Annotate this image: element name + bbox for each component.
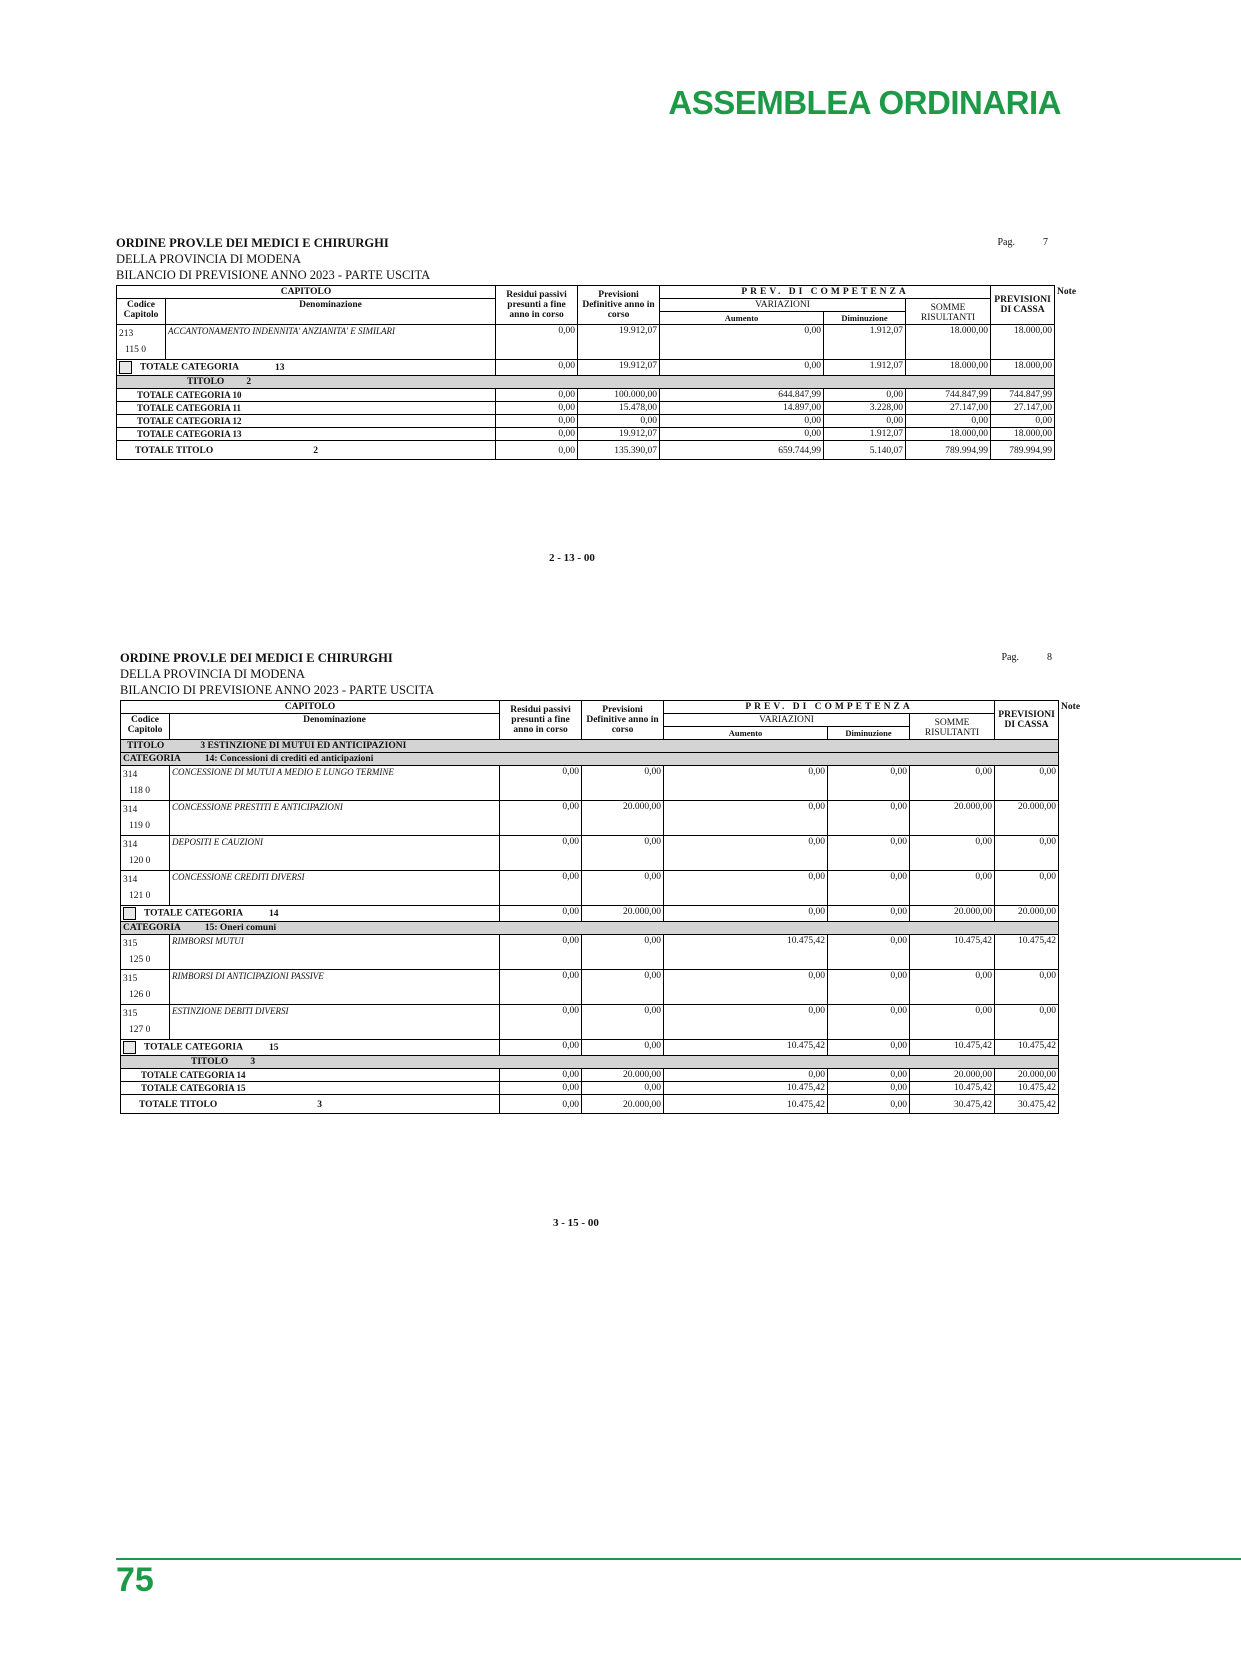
row-code: 213 115 0 [117, 325, 166, 360]
col-residui: Residui passivi presunti a fine anno in corso [496, 286, 578, 325]
cat-total-row: TOTALE CATEGORIA 15 0,00 0,00 10.475,42 0,00 10.475,42 10.475,42 [121, 1082, 1059, 1095]
col-aumento: Aumento [660, 312, 824, 325]
col-previsioni-def: Previsioni Definitive anno in corso [578, 286, 660, 325]
pag-number: 8 [1047, 652, 1052, 663]
col-diminuzione: Diminuzione [824, 312, 906, 325]
col-aumento: Aumento [664, 727, 828, 740]
col-variazioni: VARIAZIONI [660, 299, 906, 312]
table-row: 315 125 0 RIMBORSI MUTUI 0,00 0,00 10.475,42 0,00 10.475,42 10.475,42 [121, 935, 1059, 970]
page-number: 75 [116, 1561, 154, 1599]
col-capitolo: CAPITOLO [117, 286, 496, 299]
col-somme: SOMME RISULTANTI [906, 299, 991, 325]
cell-somme: 18.000,00 [906, 325, 991, 360]
totale-titolo-row: TOTALE TITOLO 3 0,00 20.000,00 10.475,42 0,00 30.475,42 30.475,42 [121, 1095, 1059, 1114]
budget-title: BILANCIO DI PREVISIONE ANNO 2023 - PARTE USCITA [116, 268, 431, 282]
page-indicator [998, 237, 1049, 248]
titolo-row: TITOLO 2 [117, 376, 1055, 389]
cat-total-row: TOTALE CATEGORIA 14 0,00 20.000,00 0,00 0,00 20.000,00 20.000,00 [121, 1069, 1059, 1082]
totale-titolo-row: TOTALE TITOLO 2 0,00 135.390,07 659.744,99 5.140,07 789.994,99 789.994,99 [117, 441, 1055, 460]
cat-total-row: TOTALE CATEGORIA 11 0,00 15.478,00 14.897,00 3.228,00 27.147,00 27.147,00 [117, 402, 1055, 415]
footer-divider [116, 1558, 1241, 1560]
org-header [116, 235, 1054, 283]
col-codice: Codice Capitolo [117, 299, 166, 325]
checkbox-icon [123, 1041, 136, 1054]
cell-cassa: 18.000,00 [991, 325, 1055, 360]
budget-page-8 [120, 650, 1081, 1114]
table-row [117, 325, 1055, 360]
totale-categoria-row: TOTALE CATEGORIA 15 0,00 0,00 10.475,42 0,00 10.475,42 10.475,42 [121, 1040, 1059, 1056]
org-header [120, 650, 1058, 698]
org-province: DELLA PROVINCIA DI MODENA [116, 252, 302, 266]
cell-diminuzione: 1.912,07 [824, 325, 906, 360]
footer-code: 3 - 15 - 00 [553, 1217, 599, 1229]
table-row: 315 127 0 ESTINZIONE DEBITI DIVERSI 0,00 0,00 0,00 0,00 0,00 0,00 [121, 1005, 1059, 1040]
col-previsioni-def: Previsioni Definitive anno in corso [582, 701, 664, 740]
org-name: ORDINE PROV.LE DEI MEDICI E CHIRURGHI [116, 236, 389, 250]
org-name: ORDINE PROV.LE DEI MEDICI E CHIRURGHI [120, 651, 393, 665]
budget-page-7 [116, 235, 1077, 460]
col-cassa: PREVISIONI DI CASSA [991, 286, 1055, 325]
page-indicator [1002, 652, 1053, 663]
cell-aumento: 0,00 [660, 325, 824, 360]
col-denominazione: Denominazione [166, 299, 496, 325]
table-row: 315 126 0 RIMBORSI DI ANTICIPAZIONI PASSIVE 0,00 0,00 0,00 0,00 0,00 0,00 [121, 970, 1059, 1005]
col-diminuzione: Diminuzione [828, 727, 910, 740]
header-title: ASSEMBLEA ORDINARIA [668, 84, 1061, 121]
cell-residui: 0,00 [496, 325, 578, 360]
categoria-section-row: CATEGORIA 15: Oneri comuni [121, 922, 1059, 935]
totale-categoria-row: TOTALE CATEGORIA 13 0,00 19.912,07 0,00 1.912,07 18.000,00 18.000,00 [117, 360, 1055, 376]
pag-label: Pag. [1001, 652, 1019, 663]
col-codice: Codice Capitolo [121, 714, 170, 740]
totale-categoria-row: TOTALE CATEGORIA 14 0,00 20.000,00 0,00 0,00 20.000,00 20.000,00 [121, 906, 1059, 922]
checkbox-icon [123, 907, 136, 920]
titolo-section-row: TITOLO 3 ESTINZIONE DI MUTUI ED ANTICIPAZIONI [121, 740, 1059, 753]
col-capitolo: CAPITOLO [121, 701, 500, 714]
checkbox-icon [119, 361, 132, 374]
titolo-row: TITOLO 3 [121, 1056, 1059, 1069]
table-row: 314 121 0 CONCESSIONE CREDITI DIVERSI 0,00 0,00 0,00 0,00 0,00 0,00 [121, 871, 1059, 906]
table-row: 314 118 0 CONCESSIONE DI MUTUI A MEDIO E LUNGO TERMINE 0,00 0,00 0,00 0,00 0,00 0,00 [121, 766, 1059, 801]
cat-total-row: TOTALE CATEGORIA 10 0,00 100.000,00 644.847,99 0,00 744.847,99 744.847,99 [117, 389, 1055, 402]
col-residui: Residui passivi presunti a fine anno in corso [500, 701, 582, 740]
table-row: 314 120 0 DEPOSITI E CAUZIONI 0,00 0,00 0,00 0,00 0,00 0,00 [121, 836, 1059, 871]
cat-total-row: TOTALE CATEGORIA 13 0,00 19.912,07 0,00 1.912,07 18.000,00 18.000,00 [117, 428, 1055, 441]
col-cassa: PREVISIONI DI CASSA [995, 701, 1059, 740]
pag-number: 7 [1043, 237, 1048, 248]
pag-label: Pag. [997, 237, 1015, 248]
budget-title: BILANCIO DI PREVISIONE ANNO 2023 - PARTE USCITA [120, 683, 435, 697]
table-row: 314 119 0 CONCESSIONE PRESTITI E ANTICIPAZIONI 0,00 20.000,00 0,00 0,00 20.000,00 20.000,00 [121, 801, 1059, 836]
col-prev-comp: PREV. DI COMPETENZA [660, 286, 991, 299]
col-prev-comp: PREV. DI COMPETENZA [664, 701, 995, 714]
col-denominazione: Denominazione [170, 714, 500, 740]
categoria-section-row: CATEGORIA 14: Concessioni di crediti ed anticipazioni [121, 753, 1059, 766]
footer-code: 2 - 13 - 00 [549, 552, 595, 564]
budget-table: CAPITOLO Residui passivi presunti a fine anno in corso Previsioni Definitive anno in corso PREV. DI COMPETENZA PREVISIONI DI CASSA Note Codice Capitolo Denominazione VARIAZIONI SOMME RISULTANTI Aumento Diminuzione TITOLO 3 ESTINZIONE DI MUTUI ED ANTICIPAZIONI CATEGORIA 14: Concessioni di crediti ed anticipazioni 314 118 0 CONCESSIONE DI MUTUI A MEDIO E LUNGO TERMINE 0,00 0,00 0,00 0,00 0,00 0,00 314 119 0 CONCESSIONE PRESTITI E ANTICIPAZIONI 0,00 20.000,00 0,00 0,00 20.000,00 20.000,00 314 120 0 DEPOSITI E CAUZIONI 0,00 0,00 0,00 0,00 0,00 0,00 314 121 0 CONCESSIONE CREDITI DIVERSI 0,00 0,00 0,00 0,00 0,00 0,00 TOTALE CATEGORIA 14 0,00 20.000,00 0,00 0,00 20.000,00 20.000,00 CATEGORIA 15: Oneri comuni 315 125 0 RIMBORSI MUTUI 0,00 0,00 10.475,42 0,00 10.475,42 10.475,42 315 126 0 RIMBORSI DI ANTICIPAZIONI PASSIVE 0,00 0,00 0,00 0,00 0,00 0,00 315 127 0 ESTINZIONE DEBITI DIVERSI 0,00 0,00 0,00 0,00 0,00 0,00 TOTALE CATEGORIA 15 0,00 0,00 10.475,42 0,00 10.475,42 10.475,42 TITOLO 3 TOTALE CATEGORIA 14 0,00 20.000,00 0,00 0,00 20.000,00 20.000,00 TOTALE CATEGORIA 15 0,00 0,00 10.475,42 0,00 10.475,42 10.475,42 TOTALE TITOLO 3 0,00 20.000,00 10.475,42 0,00 30.475,42 30.475,42 [120, 700, 1059, 1114]
cat-total-row: TOTALE CATEGORIA 12 0,00 0,00 0,00 0,00 0,00 0,00 [117, 415, 1055, 428]
cell-previsioni: 19.912,07 [578, 325, 660, 360]
budget-table: CAPITOLO Residui passivi presunti a fine anno in corso Previsioni Definitive anno in corso PREV. DI COMPETENZA PREVISIONI DI CASSA Note Codice Capitolo Denominazione VARIAZIONI SOMME RISULTANTI Aumento Diminuzione 213 115 0 ACCANTONAMENTO INDENNITA' ANZIANITA' E SIMILARI 0,00 19.912,07 0,00 1.912,07 18.000,00 18.000,00 TOTALE CATEGORIA 13 0,00 19.912,07 0,00 1.912,07 18.000,00 18.000,00 TITOLO 2 TOTALE CATEGORIA 10 0,00 100.000,00 644.847,99 0,00 744.847,99 744.847,99 TOTALE CATEGORIA 11 0,00 15.478,00 14.897,00 3.228,00 27.147,00 27.147,00 TOTALE CATEGORIA 12 0,00 0,00 0,00 0,00 0,00 0,00 TOTALE CATEGORIA 13 0,00 19.912,07 0,00 1.912,07 18.000,00 18.000,00 TOTALE TITOLO 2 0,00 135.390,07 659.744,99 5.140,07 789.994,99 789.994,99 [116, 285, 1055, 460]
row-name: ACCANTONAMENTO INDENNITA' ANZIANITA' E SIMILARI [166, 325, 496, 360]
col-somme: SOMME RISULTANTI [910, 714, 995, 740]
org-province: DELLA PROVINCIA DI MODENA [120, 667, 306, 681]
col-variazioni: VARIAZIONI [664, 714, 910, 727]
